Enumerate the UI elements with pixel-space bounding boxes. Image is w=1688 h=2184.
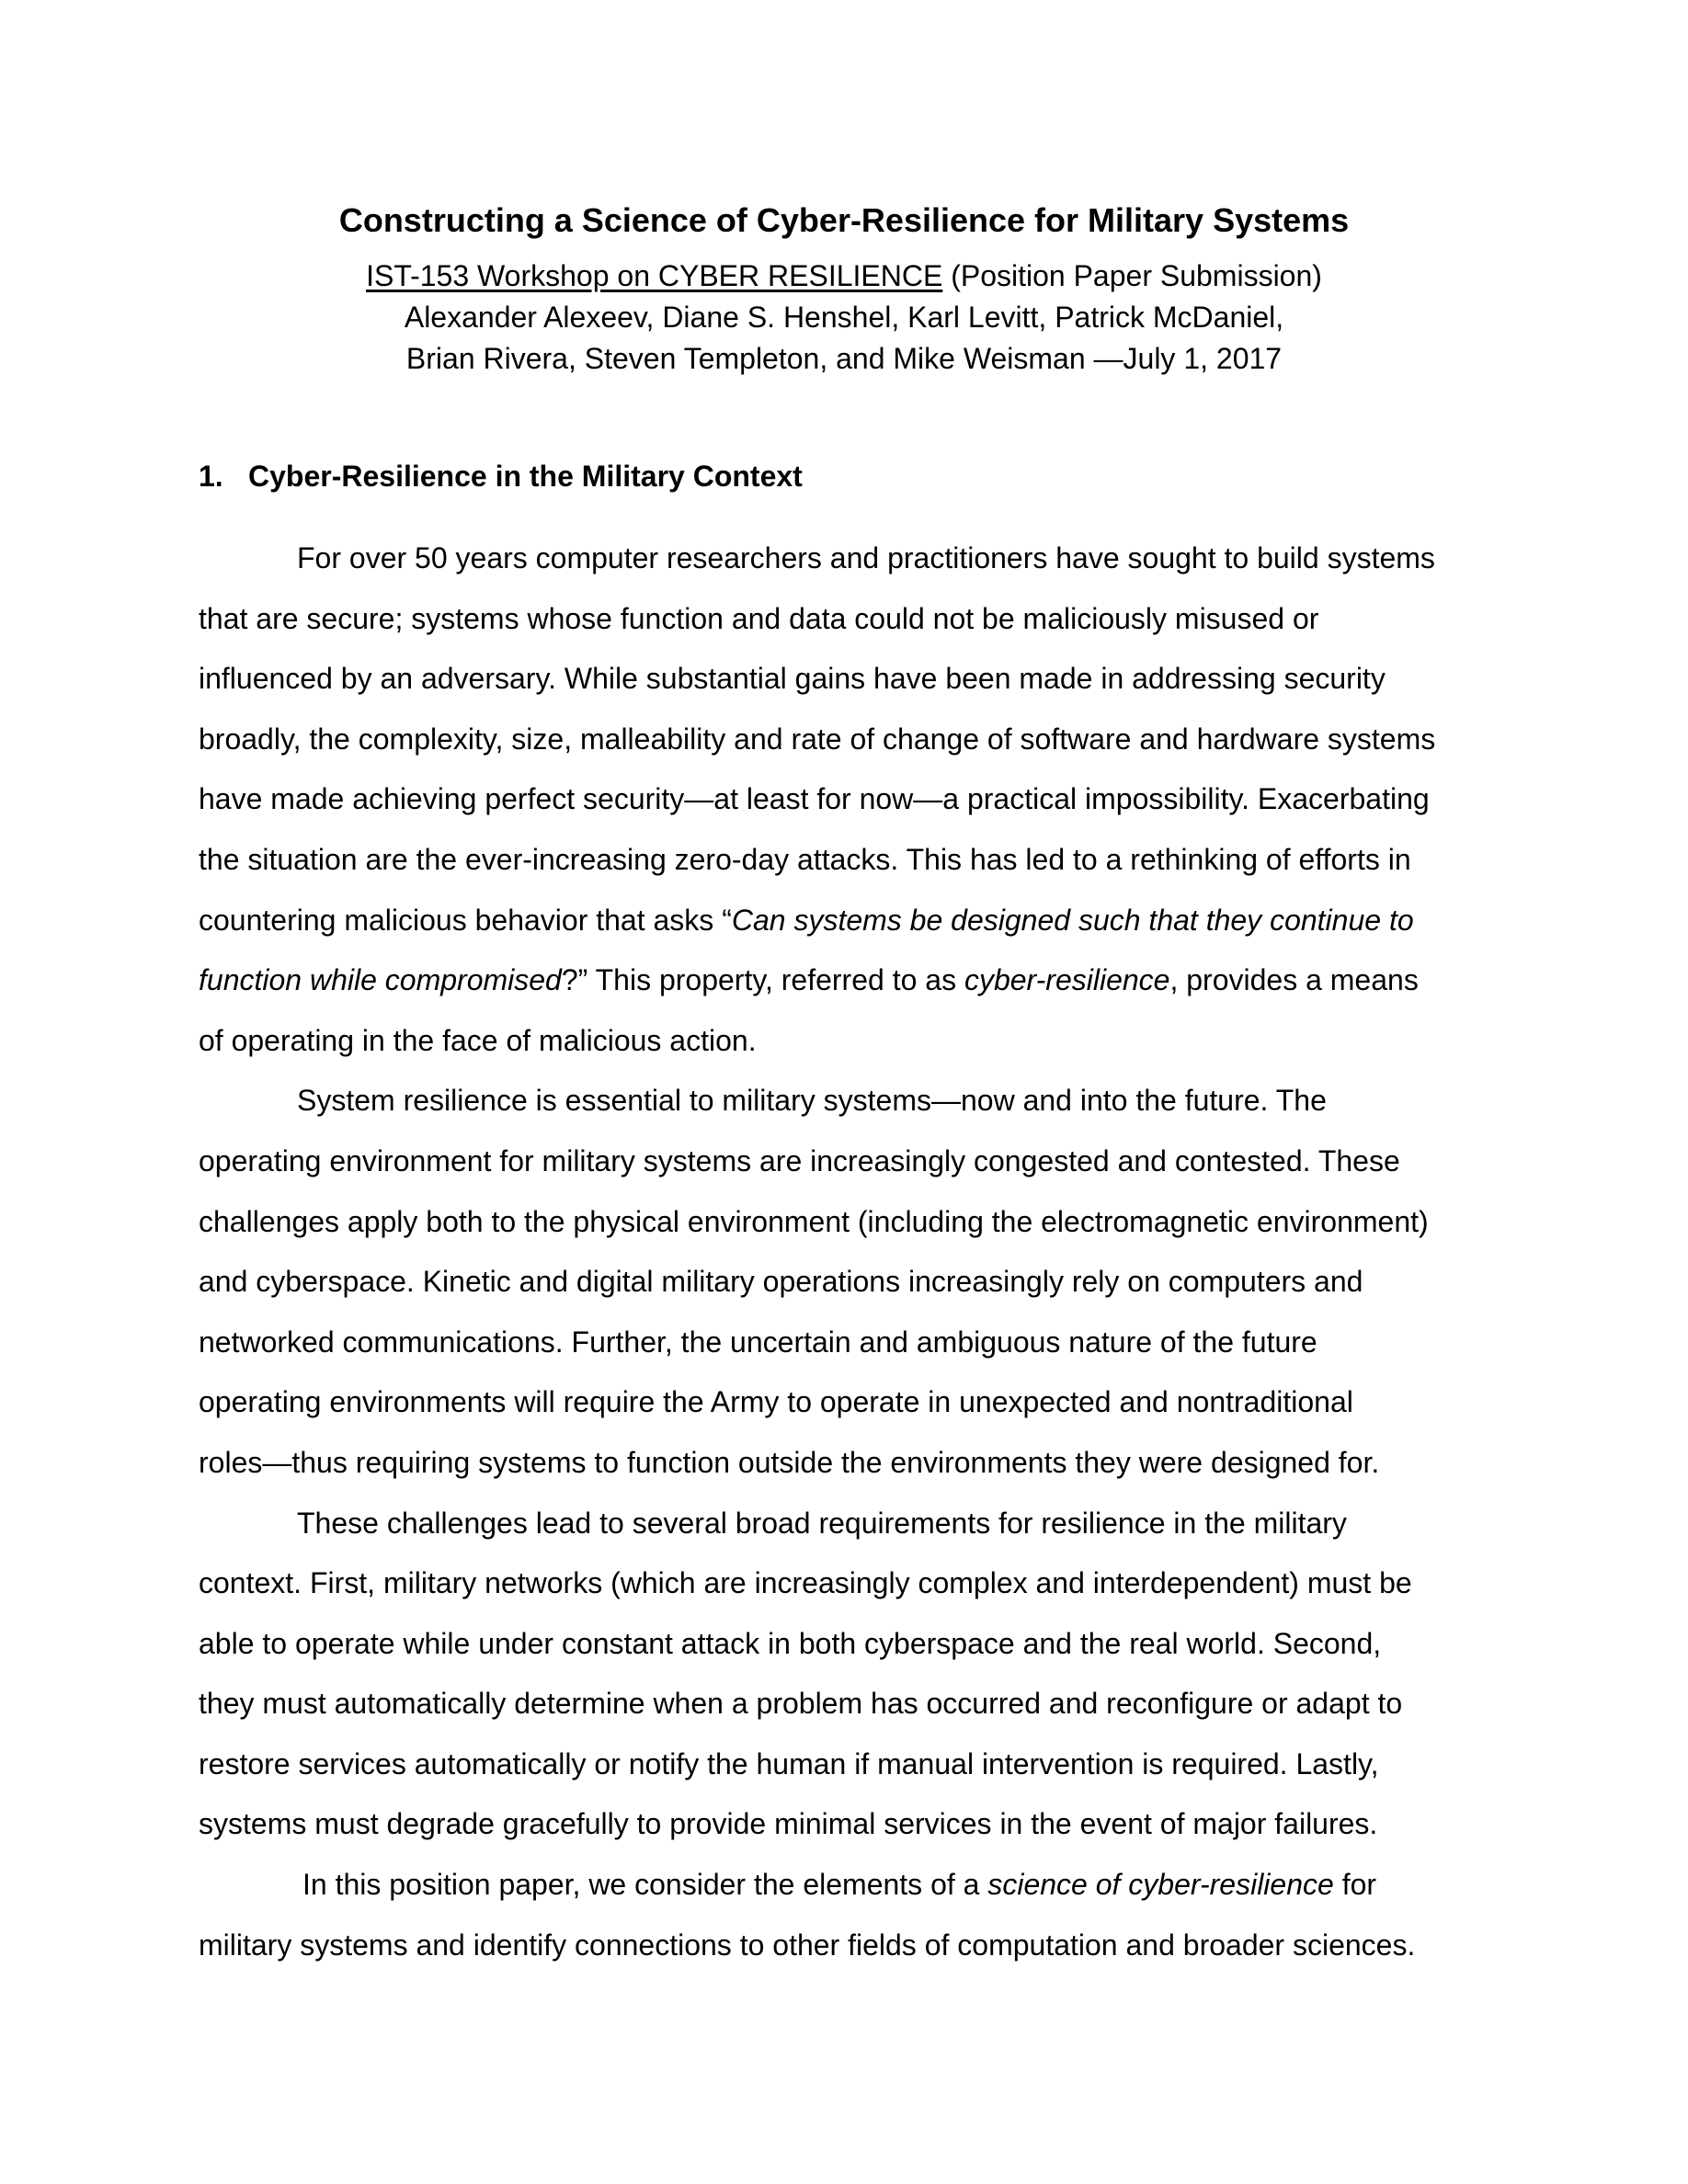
text-line: For over 50 years computer researchers and practitioners have sought to build systems: [297, 541, 1435, 574]
authors-line-2: Brian Rivera, Steven Templeton, and Mike Weisman —July 1, 2017: [405, 342, 1283, 375]
text-line: [199, 1855, 1489, 1916]
text-line: [199, 950, 1489, 1011]
text-segment: countering malicious behavior that asks “: [199, 903, 732, 937]
text-line: restore services automatically or notify the human if manual intervention is required. Lastly,: [199, 1746, 1379, 1780]
text-line: networked communications. Further, the uncertain and ambiguous nature of the future: [199, 1325, 1317, 1359]
text-line: have made achieving perfect security—at least for now—a practical impossibility. Exacerbating: [199, 782, 1430, 816]
authors-line-1: Alexander Alexeev, Diane S. Henshel, Karl Levitt, Patrick McDaniel,: [404, 301, 1284, 334]
italic-segment: Can systems be designed such that they continue to: [731, 903, 1414, 937]
venue-note: (Position Paper Submission): [942, 259, 1322, 292]
text-line: they must automatically determine when a problem has occurred and reconfigure or adapt to: [199, 1687, 1403, 1721]
text-line: operating environment for military systems are increasingly congested and contested. These: [199, 1143, 1400, 1177]
text-line: military systems and identify connections to other fields of computation and broader sciences.: [199, 1928, 1416, 1962]
text-line: that are secure; systems whose function and data could not be maliciously misused or: [199, 601, 1319, 635]
text-line: broadly, the complexity, size, malleability and rate of change of software and hardware systems: [199, 722, 1436, 756]
text-segment: , provides a means: [1169, 963, 1419, 997]
text-line: These challenges lead to several broad requirements for resilience in the military: [297, 1506, 1347, 1540]
section-title: Cyber-Resilience in the Military Context: [248, 460, 803, 493]
text-line: challenges apply both to the physical environment (including the electromagnetic environment): [199, 1204, 1429, 1238]
italic-segment: science of cyber-resilience: [987, 1868, 1334, 1902]
text-segment: ?” This property, referred to as: [561, 963, 964, 997]
text-line: systems must degrade gracefully to provide minimal services in the event of major failures.: [199, 1807, 1378, 1841]
text-line: of operating in the face of malicious action.: [199, 1023, 757, 1057]
text-line: System resilience is essential to military systems—now and into the future. The: [297, 1084, 1327, 1118]
text-line: context. First, military networks (which are increasingly complex and interdependent) must be: [199, 1566, 1412, 1600]
body-text: [199, 529, 1489, 1975]
paper-title: Constructing a Science of Cyber-Resilience for Military Systems: [338, 201, 1350, 239]
title-block: [0, 195, 1688, 380]
text-segment: for: [1333, 1868, 1377, 1902]
text-line: influenced by an adversary. While substantial gains have been made in addressing security: [199, 662, 1386, 696]
italic-segment: function while compromised: [199, 963, 562, 997]
venue-underlined: IST-153 Workshop on CYBER RESILIENCE: [366, 259, 943, 292]
text-line: and cyberspace. Kinetic and digital military operations increasingly rely on computers and: [199, 1265, 1363, 1299]
text-line: [199, 891, 1489, 951]
text-line: operating environments will require the Army to operate in unexpected and nontraditional: [199, 1385, 1353, 1419]
text-line: able to operate while under constant attack in both cyberspace and the real world. Second,: [199, 1626, 1382, 1660]
text-line: the situation are the ever-increasing zero-day attacks. This has led to a rethinking of efforts in: [199, 842, 1411, 876]
section-number: 1.: [199, 460, 223, 493]
italic-segment: cyber-resilience: [964, 963, 1170, 997]
text-segment: In this position paper, we consider the elements of a: [302, 1868, 988, 1902]
text-line: roles—thus requiring systems to function outside the environments they were designed for.: [199, 1445, 1380, 1479]
section-heading: [199, 454, 803, 498]
venue-line: [0, 256, 1688, 297]
